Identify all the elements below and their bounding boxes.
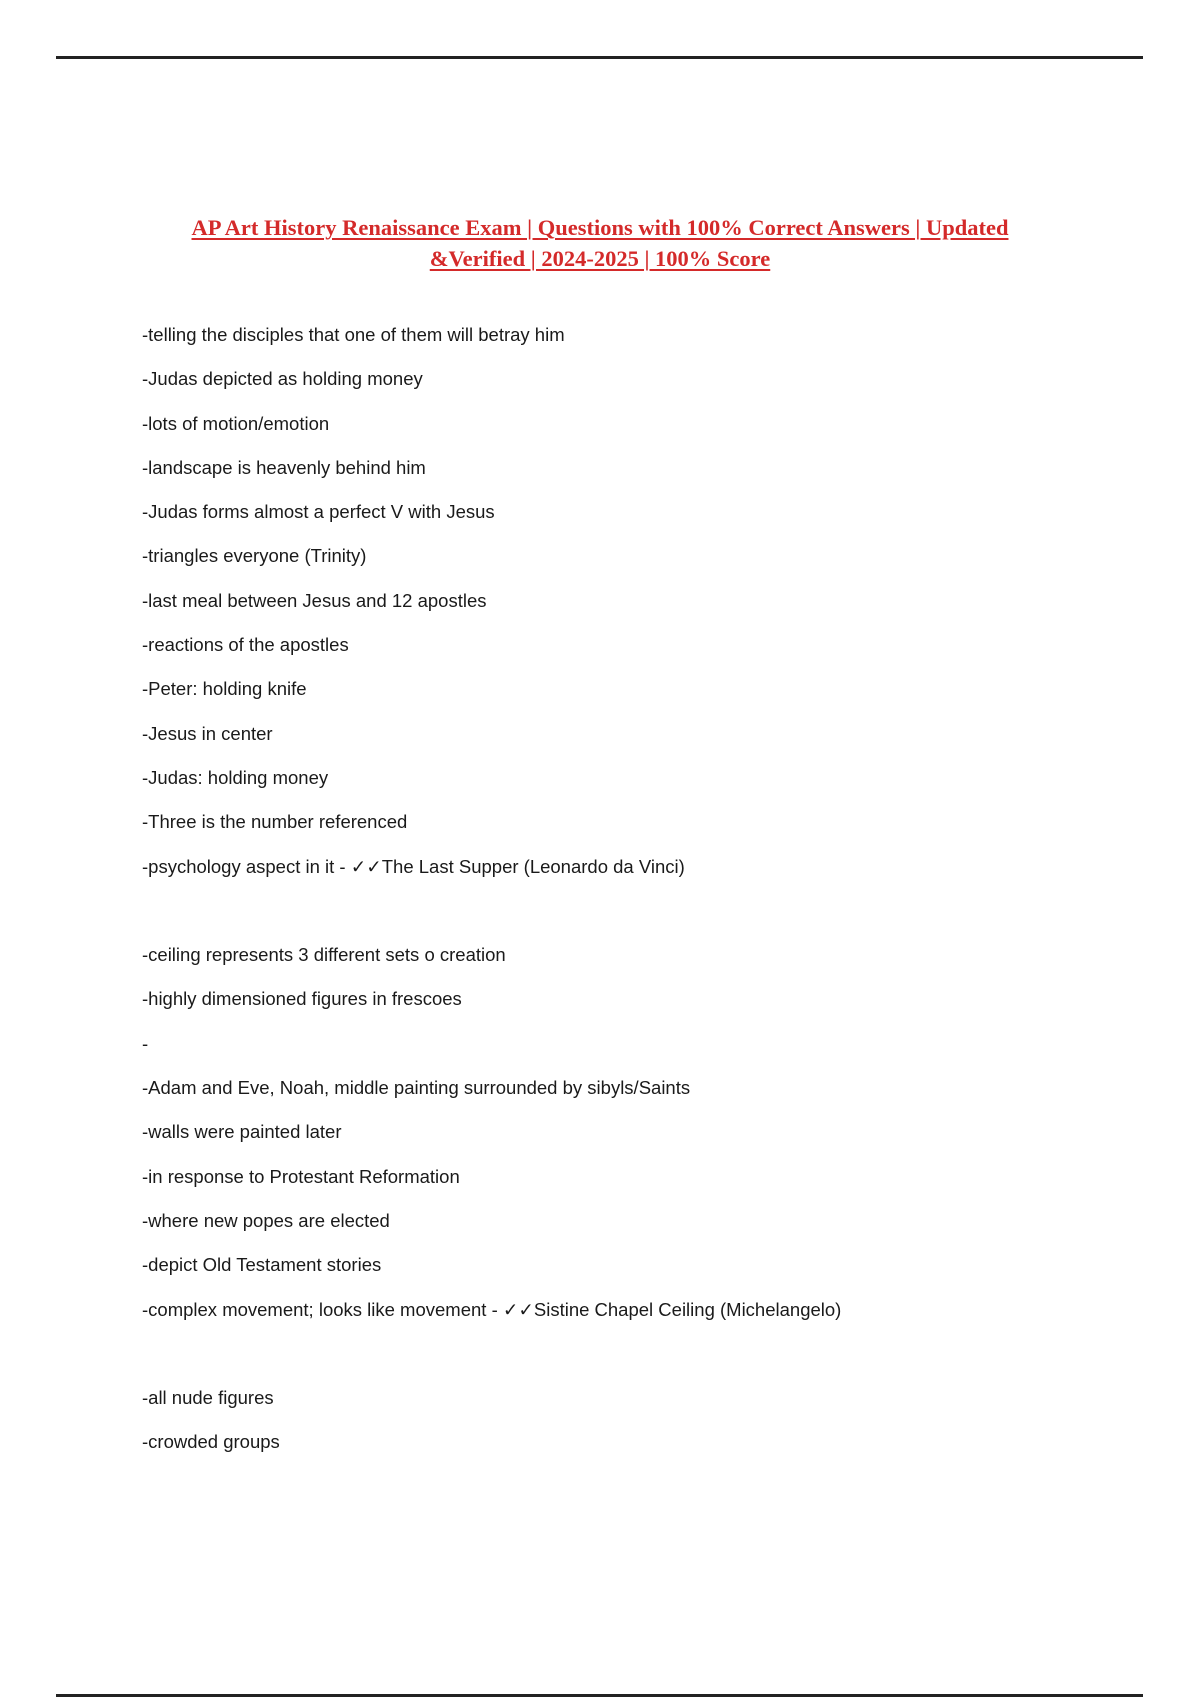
title-line-1: AP Art History Renaissance Exam | Questions with 100% Correct Answers | Updated (191, 215, 1009, 240)
text-line: -Jesus in center (142, 722, 273, 744)
text-line: -psychology aspect in it - ✓✓The Last Supper (Leonardo da Vinci) (142, 855, 685, 877)
text-line: -depict Old Testament stories (142, 1254, 382, 1276)
text-line: -triangles everyone (Trinity) (142, 545, 367, 567)
document-title (120, 212, 1080, 274)
text-line: -highly dimensioned figures in frescoes (142, 988, 462, 1010)
text-line: -Adam and Eve, Noah, middle painting surrounded by sibyls/Saints (142, 1077, 691, 1099)
text-line: -where new popes are elected (142, 1209, 390, 1231)
text-line: -complex movement; looks like movement - ✓✓Sistine Chapel Ceiling (Michelangelo) (142, 1298, 842, 1320)
text-line: -Judas forms almost a perfect V with Jesus (142, 501, 495, 523)
blank-line (142, 889, 841, 933)
text-line: -walls were painted later (142, 1121, 342, 1143)
document-body (142, 313, 841, 1465)
text-line: -crowded groups (142, 1431, 280, 1453)
text-line: -Three is the number referenced (142, 811, 408, 833)
text-line: -Judas: holding money (142, 766, 329, 788)
text-line: -landscape is heavenly behind him (142, 456, 426, 478)
text-line: -last meal between Jesus and 12 apostles (142, 589, 487, 611)
blank-line (142, 1332, 841, 1376)
text-line: -ceiling represents 3 different sets o creation (142, 944, 506, 966)
text-line: -Peter: holding knife (142, 678, 307, 700)
text-line: - (142, 1032, 149, 1054)
text-line: -in response to Protestant Reformation (142, 1165, 460, 1187)
title-line-2: &Verified | 2024-2025 | 100% Score (429, 246, 771, 271)
text-line: -lots of motion/emotion (142, 412, 330, 434)
text-line: -Judas depicted as holding money (142, 368, 423, 390)
footer-rule (56, 1694, 1143, 1697)
text-line: -telling the disciples that one of them will betray him (142, 324, 565, 345)
text-line: -reactions of the apostles (142, 634, 349, 656)
header-rule (56, 56, 1143, 59)
text-line: -all nude figures (142, 1387, 274, 1409)
